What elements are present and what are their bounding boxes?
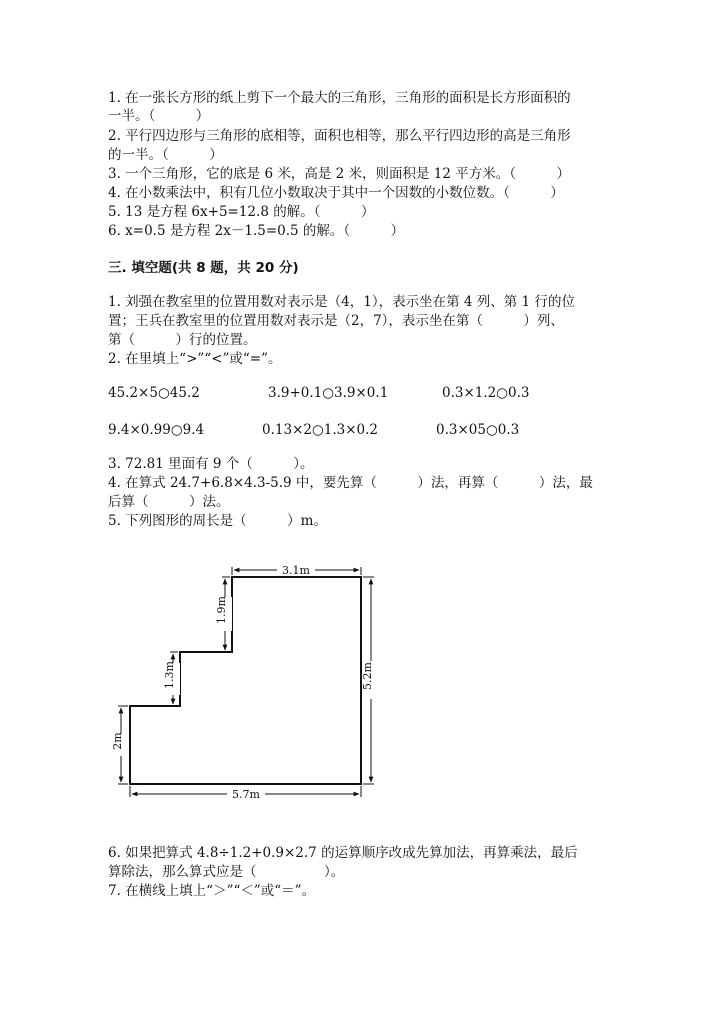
judge-q2-line2: 的一半。（ ） (108, 147, 223, 163)
fill-q4-line1: 4. 在算式 24.7+6.8×4.3-5.9 中，要先算（ ）法，再算（ ）法，最 (108, 475, 593, 491)
fill-q6-line2: 算除法，那么算式应是（ ）。 (108, 864, 345, 880)
fill-q1-line3: 第（ ）行的位置。 (108, 332, 257, 348)
fill-q6-line1: 6. 如果把算式 4.8÷1.2+0.9×2.7 的运算顺序改成先算加法，再算乘法，最后 (108, 845, 578, 861)
judge-q2-line1: 2. 平行四边形与三角形的底相等，面积也相等，那么平行四边形的高是三角形 (108, 128, 571, 144)
label-left: 2m (111, 732, 124, 750)
fill-q4-line2: 后算（ ）法。 (108, 494, 230, 510)
judge-q3: 3. 一个三角形，它的底是 6 米，高是 2 米，则面积是 12 平方米。（ ） (108, 166, 571, 182)
judge-q1-line1: 1. 在一张长方形的纸上剪下一个最大的三角形，三角形的面积是长方形面积的 (108, 90, 571, 106)
label-top: 3.1m (282, 564, 310, 577)
label-bottom: 5.7m (232, 788, 260, 801)
fill-q3: 3. 72.81 里面有 9 个（ ）。 (108, 456, 314, 472)
fill-q7: 7. 在横线上填上“＞”“＜”或“＝”。 (108, 883, 316, 899)
compare-item: 45.2×5○45.2 (108, 385, 200, 401)
fill-q1-line2: 置；王兵在教室里的位置用数对表示是（2，7），表示坐在第（ ）列、 (108, 313, 564, 329)
judge-q4: 4. 在小数乘法中，积有几位小数取决于其中一个因数的小数位数。（ ） (108, 185, 564, 201)
fill-q1-line1: 1. 刘强在教室里的位置用数对表示是（4，1），表示坐在第 4 列、第 1 行的位 (108, 294, 575, 310)
judge-q1-line2: 一半。（ ） (108, 108, 210, 124)
compare-item: 0.3×05○0.3 (436, 422, 520, 438)
compare-item: 3.9+0.1○3.9×0.1 (268, 385, 389, 401)
compare-item: 0.3×1.2○0.3 (442, 385, 530, 401)
fill-q5: 5. 下列图形的周长是（ ）m。 (108, 513, 327, 529)
label-right: 5.2m (361, 662, 374, 690)
fill-q2: 2. 在里填上“>”“<”或“=”。 (108, 351, 282, 367)
judge-q5: 5. 13 是方程 6x+5=12.8 的解。（ ） (108, 204, 375, 220)
compare-item: 9.4×0.99○9.4 (108, 422, 205, 438)
judge-q6: 6. x=0.5 是方程 2x－1.5=0.5 的解。（ ） (108, 223, 405, 239)
label-step-upper: 1.9m (215, 596, 228, 624)
section-title: 三. 填空题(共 8 题，共 20 分) (108, 260, 299, 276)
label-step-lower: 1.3m (163, 661, 176, 689)
compare-item: 0.13×2○1.3×0.2 (262, 422, 378, 438)
